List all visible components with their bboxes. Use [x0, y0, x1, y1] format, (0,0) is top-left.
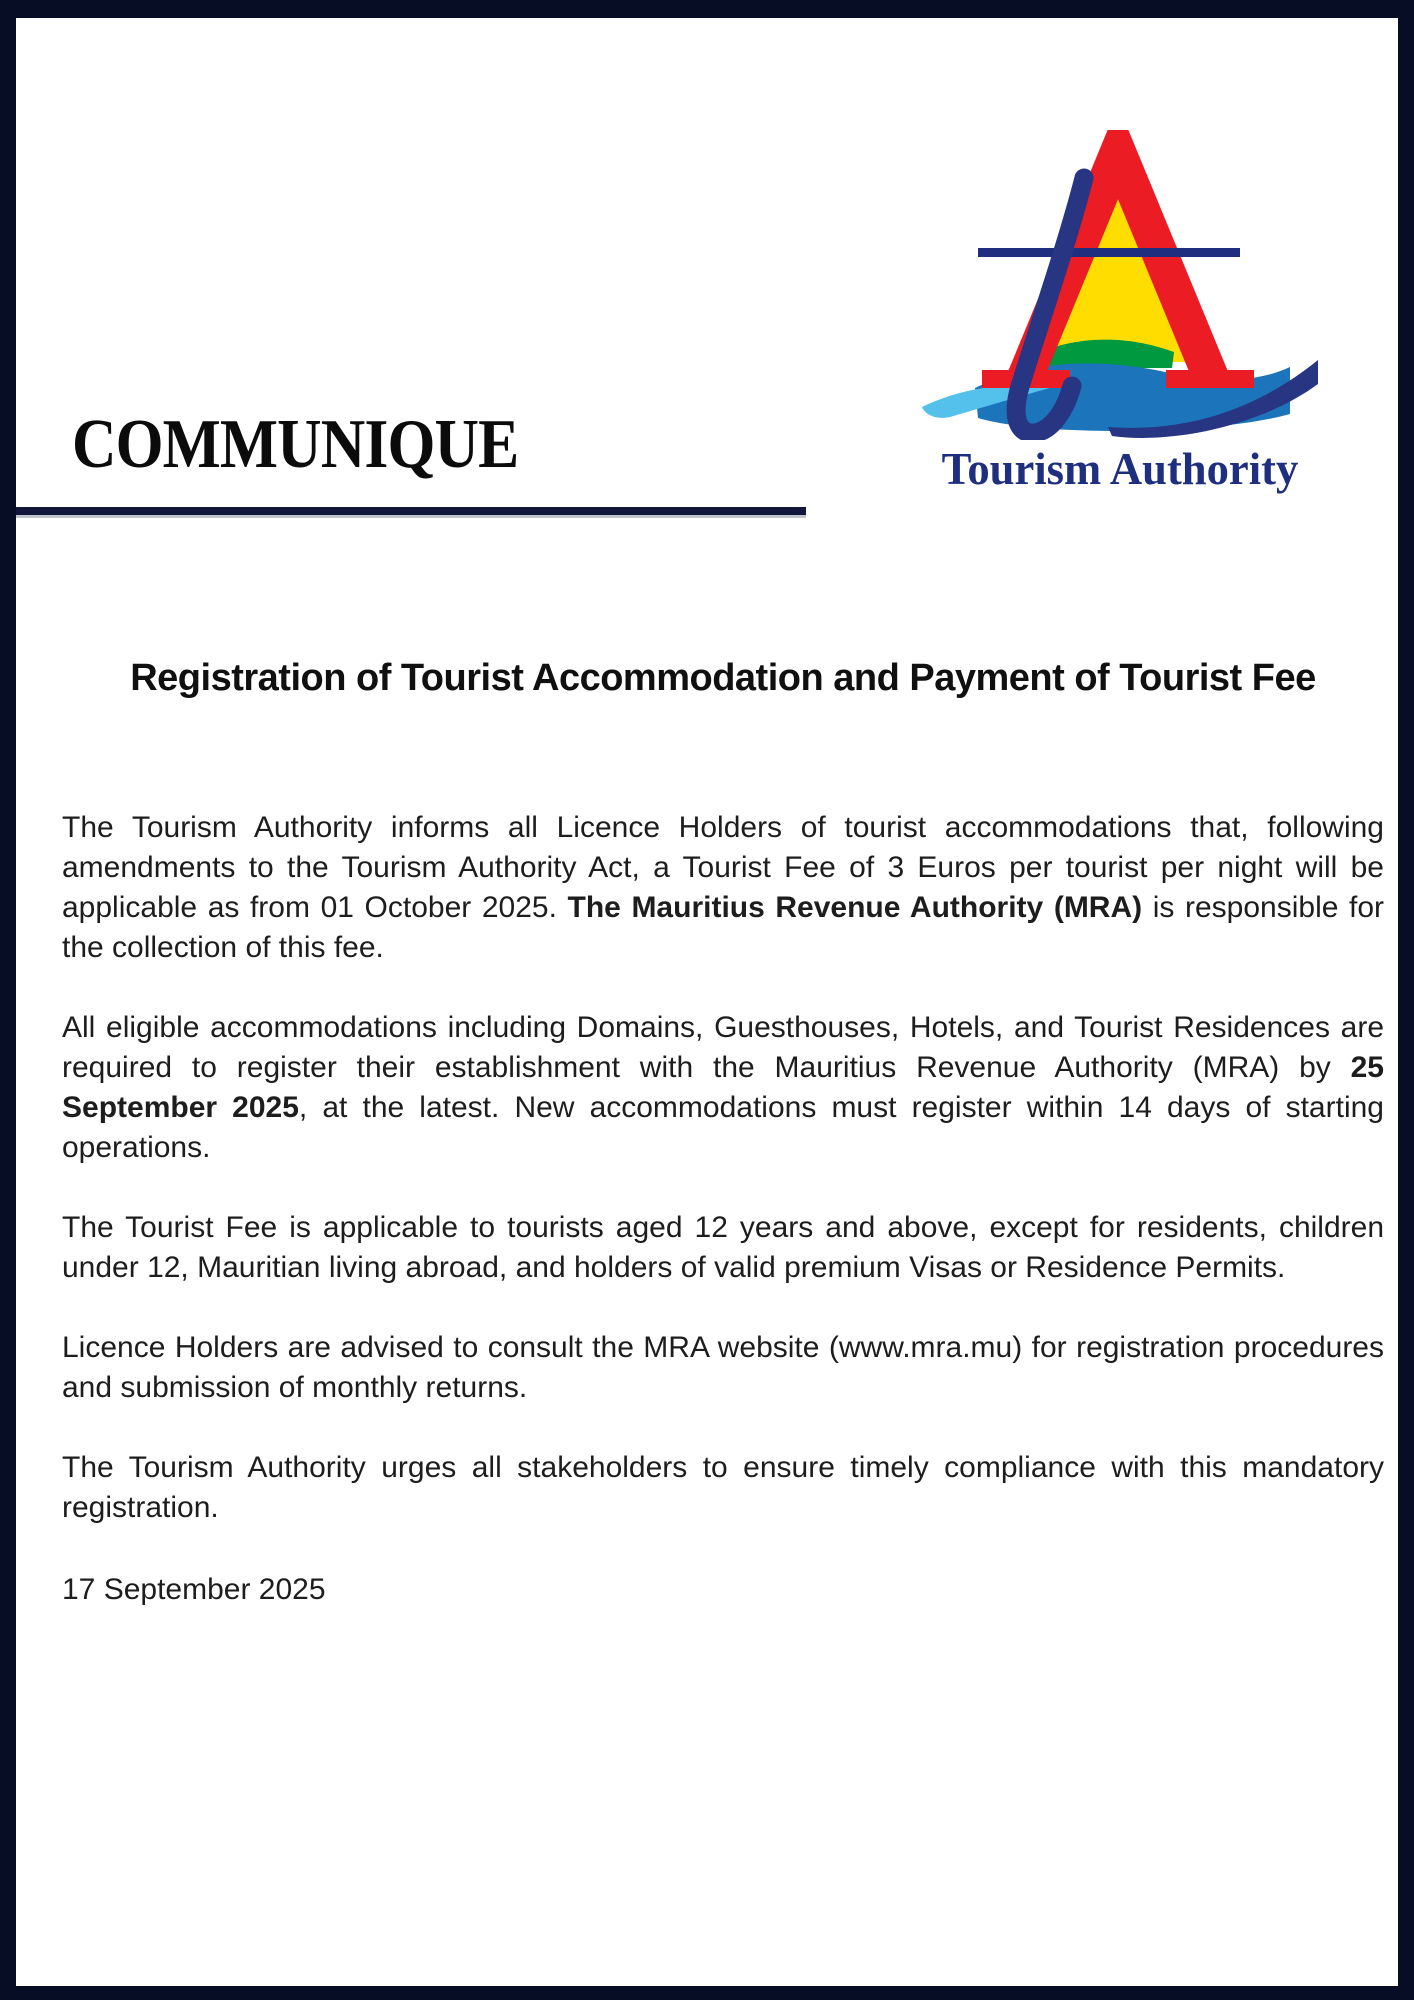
header-divider: [16, 507, 806, 515]
body-paragraph: [62, 1448, 1384, 1528]
tourism-authority-logo: [920, 130, 1320, 520]
communique-title: COMMUNIQUE: [72, 406, 519, 483]
document-heading: Registration of Tourist Accommodation and Payment of Tourist Fee: [130, 657, 1316, 699]
paragraph-text: Licence Holders are advised to consult the MRA website (www.mra.mu) for registration procedures and submission of monthly returns.: [62, 1331, 1384, 1404]
document-date: 17 September 2025: [62, 1573, 326, 1606]
paragraph-text: is responsible for the collection of this fee.: [62, 891, 1385, 964]
document-body: [16, 18, 1398, 1986]
body-paragraph: [62, 808, 1384, 968]
bold-text: The Mauritius Revenue Authority (MRA): [567, 891, 1143, 924]
body-paragraph: [62, 1008, 1384, 1168]
paragraph-text: , at the latest. New accommodations must register within 14 days of starting operations.: [62, 1091, 1384, 1164]
bold-text: 25 September 2025: [62, 1051, 1384, 1124]
tourism-authority-logo-icon: [920, 130, 1320, 440]
paragraph-text: The Tourist Fee is applicable to tourists aged 12 years and above, except for residents, children under 12, Mauritian living abroad, and holders of valid premium Visas or Residence Permits.: [62, 1211, 1384, 1284]
paragraphs-container: [62, 808, 1384, 1650]
paragraph-text: All eligible accommodations including Domains, Guesthouses, Hotels, and Tourist Residences are required to register their establishment with the Mauritius Revenue Authority (MRA) by: [62, 1011, 1384, 1084]
body-paragraph: [62, 1328, 1384, 1408]
paragraph-text: The Tourism Authority urges all stakeholders to ensure timely compliance with this mandatory registration.: [62, 1451, 1384, 1524]
paragraph-text: The Tourism Authority informs all Licence Holders of tourist accommodations that, following amendments to the Tourism Authority Act, a Tourist Fee of 3 Euros per tourist per night will be applicable as from 01 October 2025.: [62, 811, 1384, 924]
body-paragraph: [62, 1208, 1384, 1288]
tourism-authority-logo-text: Tourism Authority: [941, 443, 1299, 494]
